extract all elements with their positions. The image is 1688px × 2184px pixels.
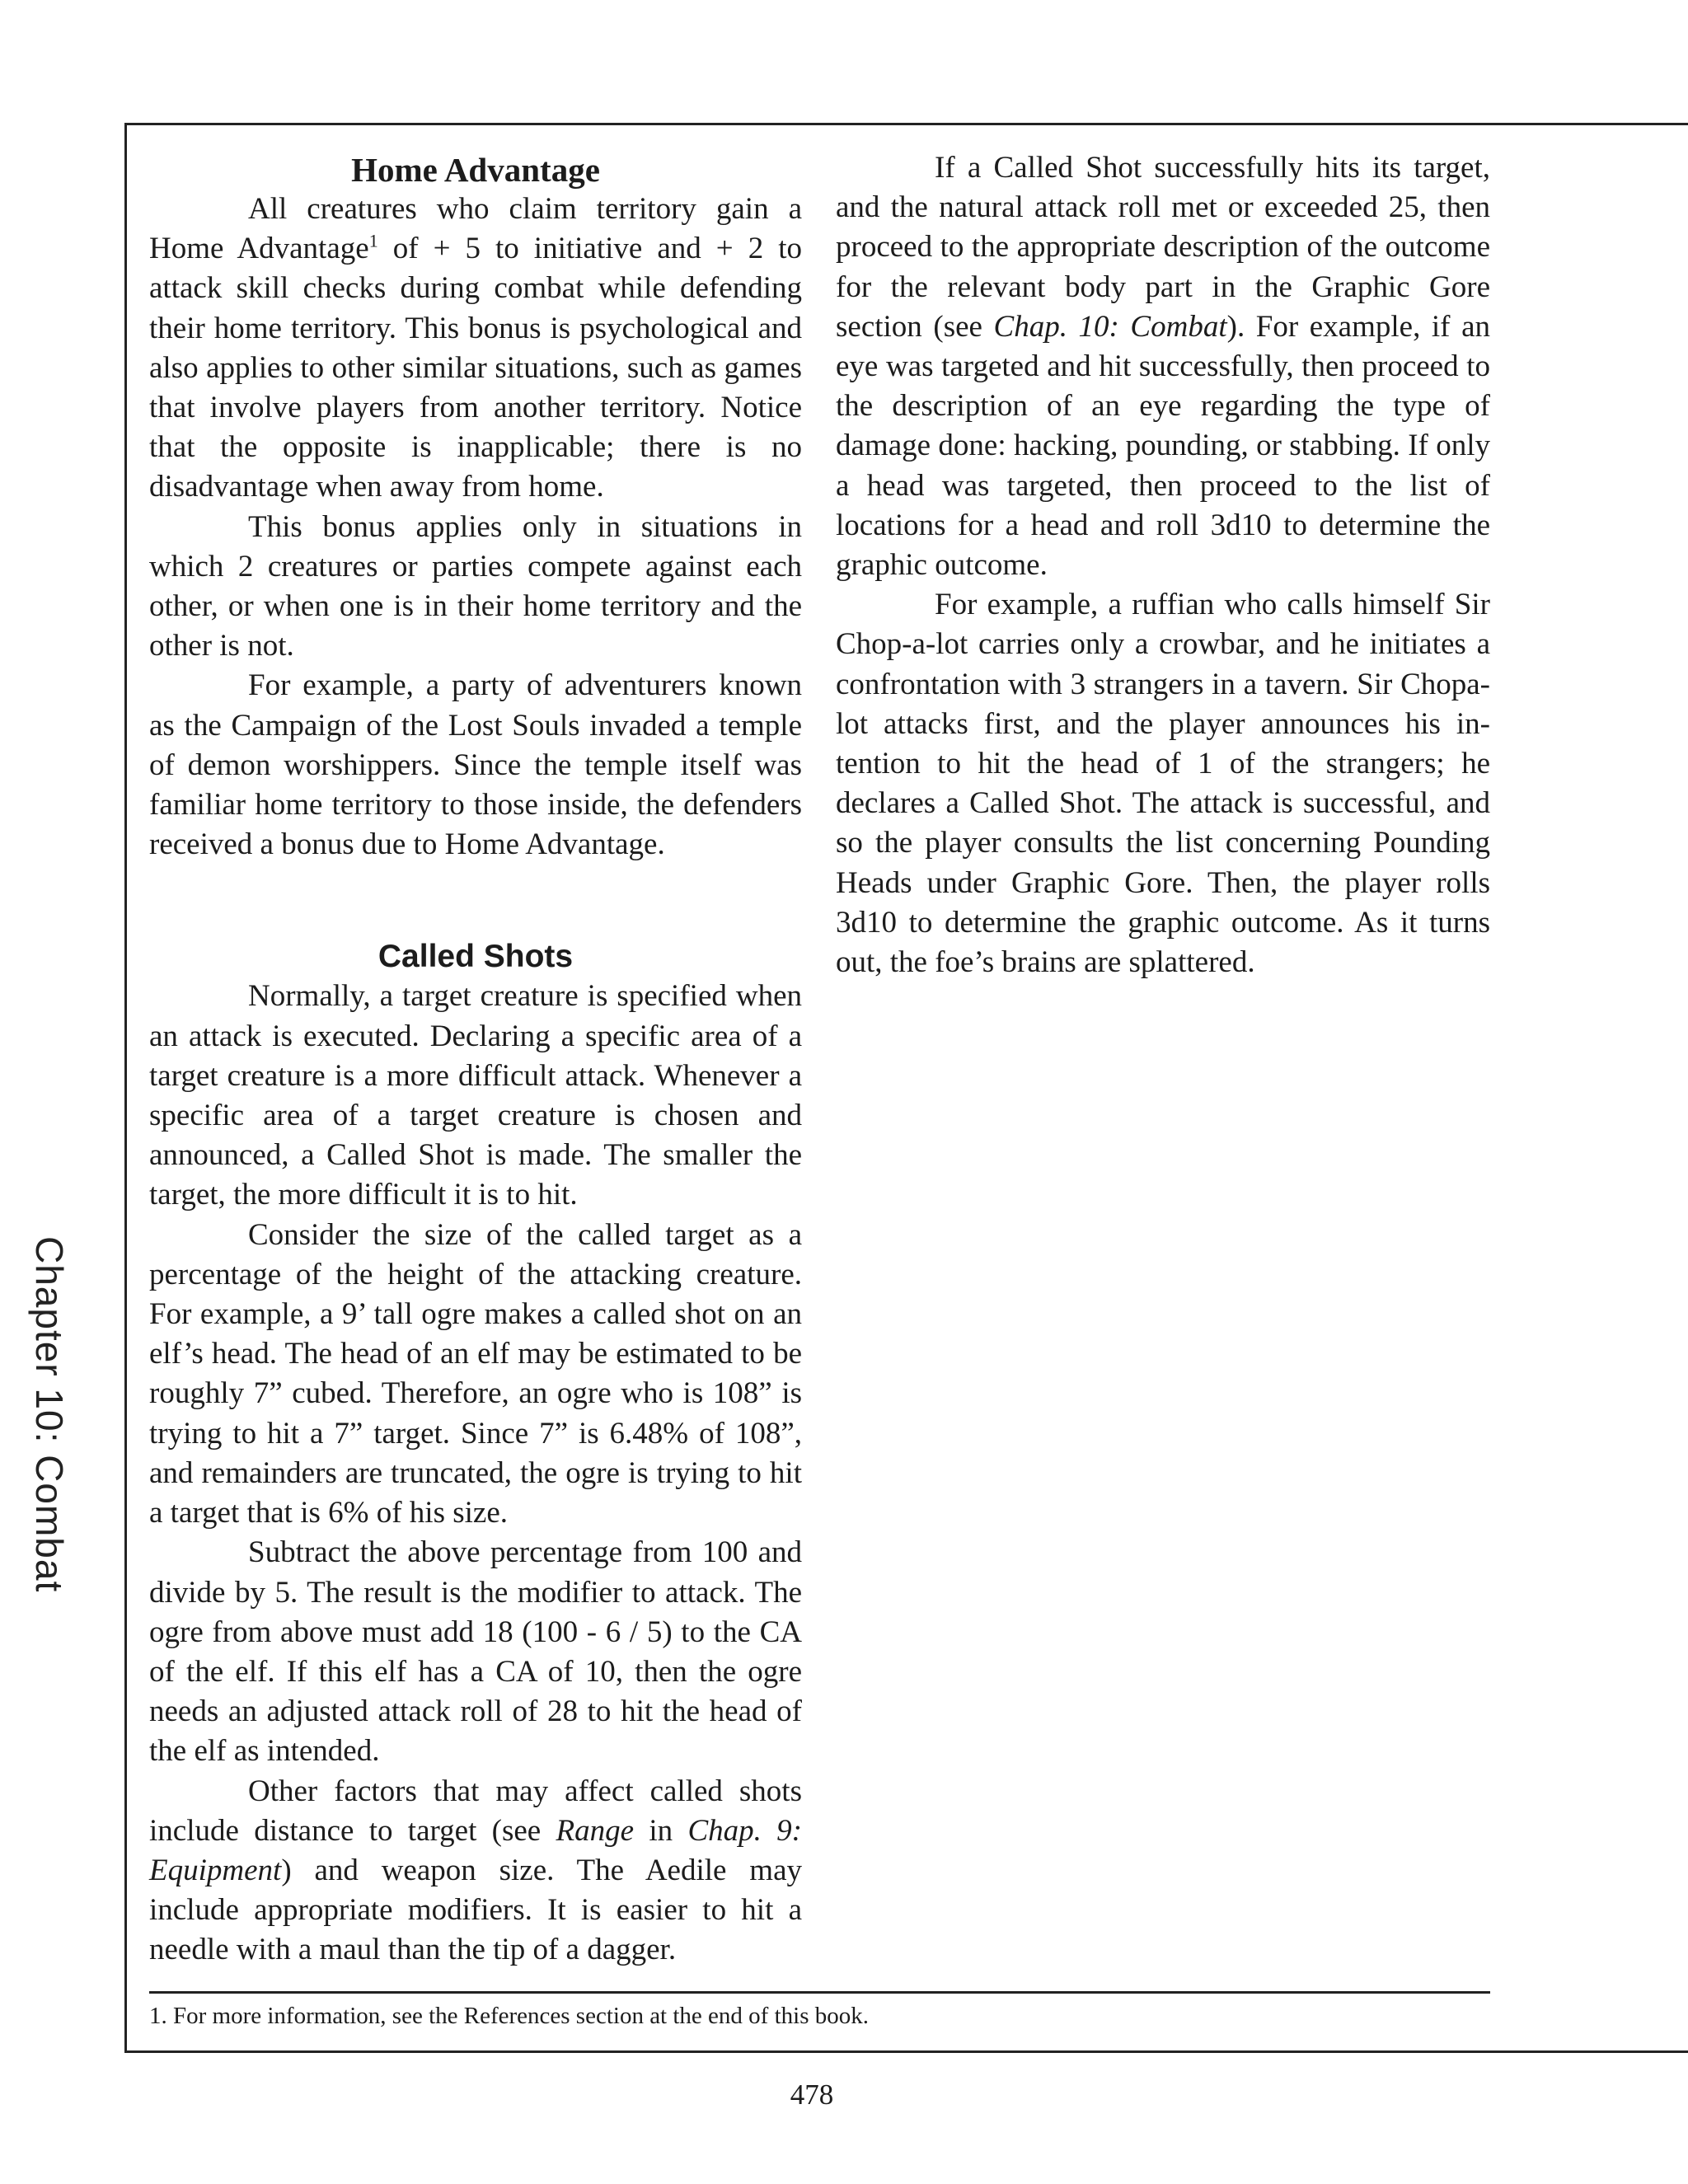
home-advantage-paragraph-2: This bonus applies only in situations in which 2 creatures or parties compete against each other, or when one is in their home territory and the other is not. <box>149 509 802 663</box>
called-shots-paragraph-6: For example, a ruffian who calls himself Sir Chop-a-lot carries only a crowbar, and he initiates a confrontation with 3 strangers in a tavern. Sir Chopa-lot attacks first, and the player announces his intention to hit the head of 1 of the strangers; he declares a Called Shot. The attack is successful, and so the player consults the list concerning Pounding Heads under Graphic Gore. Then, the player rolls 3d10 to determine the graphic outcome. As it turns out, the foe’s brains are splattered. <box>836 588 1490 980</box>
footnote: 1. For more information, see the References section at the end of this book. <box>149 2003 869 2029</box>
chapter-side-label: Chapter 10: Combat <box>28 1236 71 1593</box>
called-shots-paragraph-2: Consider the size of the called target as a percentage of the height of the attacking creature. For example, a 9’ tall ogre makes a called shot on an elf’s head. The head of an elf may be estimated to be roughly 7” cubed. Therefore, an ogre who is 108” is trying to hit a 7” target. Since 7” is 6.48% of 108”, and remainders are truncated, the ogre is trying to hit a target that is 6% of his size. <box>149 1217 802 1530</box>
called-shots-heading: Called Shots <box>377 939 574 975</box>
page-number: 478 <box>790 2079 834 2111</box>
left-column <box>149 148 802 1971</box>
called-shots-paragraph-3: Subtract the above percentage from 100 and divide by 5. The result is the modifier to attack. The ogre from above must add 18 (100 - 6 / 5) to the CA of the elf. If this elf has a CA of 10, then the ogre needs an adjusted attack roll of 28 to hit the head of the elf as intended. <box>149 1535 802 1769</box>
home-advantage-paragraph-1: All creatures who claim territory gain a Home Advantage$^1$ of + 5 to initiative and + 2 to attack skill checks during combat while defending their home territory. This bonus is psychological and also applies to other similar situations, such as games that involve players from another territory. Notice that the opposite is inapplicable; there is no disadvantage when away from home. <box>149 192 803 504</box>
called-shots-paragraph-5: If a Called Shot successfully hits its target, and the natural attack roll met or exceeded 25, then proceed to the appropriate description of the outcome for the relevant body part in the Graphic Gore section (see Chap. 10: Combat). For example, if an eye was targeted and hit successfully, then proceed to the description of an eye regarding the type of damage done: hacking, pounding, or stabbing. If only a head was targeted, then proceed to the list of locations for a head and roll 3d10 to determine the graphic outcome. <box>836 151 1490 583</box>
called-shots-paragraph-1: Normally, a target creature is specified when an attack is executed. Declaring a specific area of a target creature is a more difficult attack. Whenever a specific area of a target creature is chosen and announced, a Called Shot is made. The smaller the target, the more difficult it is to hit. <box>149 979 802 1212</box>
footnote-divider <box>149 1991 1490 1994</box>
right-column <box>836 148 1490 982</box>
called-shots-paragraph-4: Other factors that may affect called shots include distance to target (see Range in Chap. 9: Equipment) and weapon size. The Aedile may include appropriate modifiers. It is easier to hit a needle with a maul than the tip of a dagger. <box>149 1774 803 1967</box>
home-advantage-paragraph-3: For example, a party of adventurers known as the Campaign of the Lost Souls invaded a temple of demon worshippers. Since the temple itself was familiar home territory to those inside, the defenders received a bonus due to Home Advantage. <box>149 668 802 862</box>
footnote-marker: 1 <box>368 230 378 251</box>
home-advantage-heading: Home Advantage <box>351 151 600 189</box>
